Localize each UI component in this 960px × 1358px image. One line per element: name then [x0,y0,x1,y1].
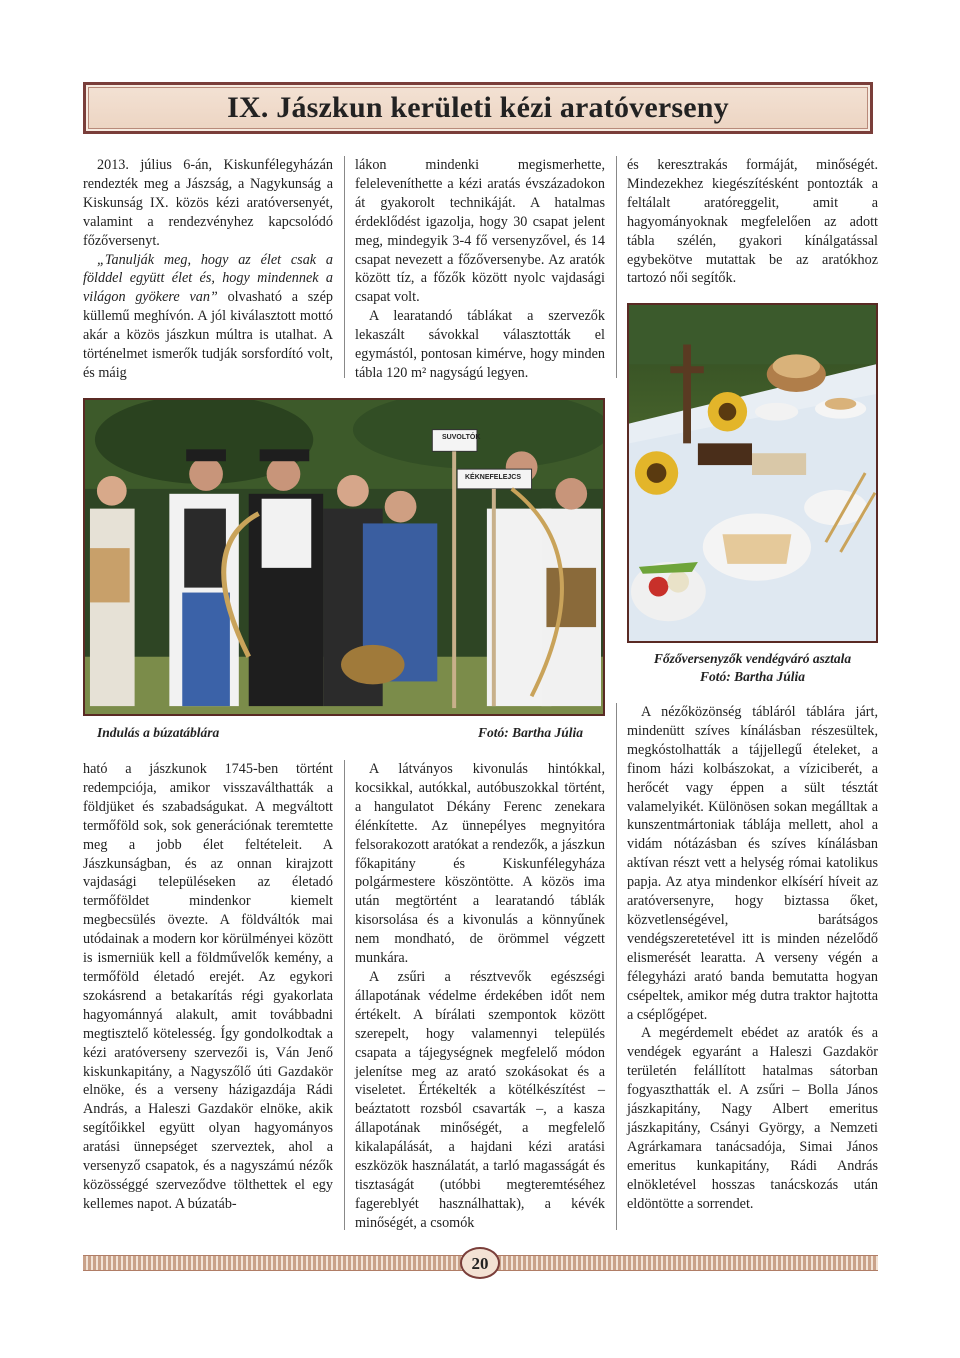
page-number: 20 [460,1247,500,1279]
column-divider [616,703,617,1230]
column-3-bottom [627,703,878,1213]
quote: „Tanulják meg, hogy az élet csak a földdel együtt élet és, hogy mindennek a világon gyökere van” [83,251,333,306]
page-title: IX. Jászkun kerületi kézi aratóverseny [227,91,729,124]
photo-credit: Fotó: Bartha Júlia [478,725,584,740]
photo-food-table [627,303,878,643]
sign-text: KÉKNEFELEJCS [465,474,522,481]
photo-caption-left: Indulás a búzatáblára [97,725,220,740]
paragraph: 2013. július 6-án, Kiskunfélegyházán rendezték meg a Jászság, a Nagykunság a Kiskunság IX. közös kézi aratóversenyét, valamint a rendezvényhez kapcsolódó főzőversenyt. [83,157,333,249]
photo-credit: Fotó: Bartha Júlia [699,669,806,684]
paragraph: A látványos kivonulás hintókkal, kocsikkal, autókkal, autóbuszokkal történt, a hangulatot Dékány Ferenc zenekara élénkítette. Az ünnepélyes megnyitóra felsorakozott aratókat a rendezők, a jászkun főkapitány és Kiskunfélegyháza polgármestere köszöntötte. A közös ima után megtörtént a learatandó táblák kisorsolása és a kivonulás a könnyűnek nem mondható, de örömmel végzett munkára. [355,761,605,967]
column-divider [344,760,345,1230]
paragraph: A megérdemelt ebédet az aratók és a vendégek egyaránt a Haleszi Gazdakör területén felállított hatalmas sátorban fogyaszthatták el. A zsűri – Bolla János jászkapitány, Nagy Albert emeritus jászkapitány, Csányi György, a Nemzeti Agrárkamara tanácsadója, Simai János emeritus kunkapitány, Rádi András elnökletével hosszas tanácskozás után eldöntötte a sorrendet. [627,1025,878,1212]
caption-title: Főzőversenyzők vendégváró asztala [653,651,852,666]
sign-text: SUVOLTÓK [442,434,481,441]
column-divider [616,156,617,378]
photo-caption-right [627,650,878,686]
paragraph: A nézőközönség tábláról táblára járt, mindenütt szíves kínálásban részesültek, megkóstolhatták a tájjellegű ételeket, a finom házi kolbászokat, a víziciberét, a herőcét vagy éppen a sült tésztát valamelyikét. Különösen sokan megálltak a kunszentmártoniak táblája mellett, ahol a vidám nótázásban és szíves kínálásban aktívan részt vett a helység római katolikus papja. Az atya mindenkor elkísérí híveit az aratóversenyre, hogy biztassa őket, közvetlenségével, barátságos vendégszeretetével itt is minden nézelődő elismerését learatta. A verseny végén a félegyházi arató banda bemutatta hogyan csépeltek, amikor még dutra traktor hajtotta a cséplőgépet. [627,704,878,1023]
paragraph: A zsűri a résztvevők egészségi állapotának védelme érdekében időt nem értékelt. A bírálati szempontok között szerepelt, hogy valamennyi település csapata a tájegységnek megfelelő módon jelenítse meg az arató szokásokat és a viseletet. Értékelték a kötélkészítést – beáztatott rozsból csavarták –, a kasza állapotának minőségét, a megfelelő kikalapálását, a hajdani kézi aratási eszközök használatát, a tarló magasságát és tisztaságát (utóbbi megteremtéséhez fagereblyét használhattak), a kévék minőségét, a csomók [355,968,605,1231]
column-3-top [627,156,878,288]
photo-group-harvesters [83,398,605,716]
title-banner [83,82,873,134]
column-divider [344,156,345,378]
column-1-bottom [83,760,333,1214]
paragraph: és keresztrakás formáját, minőségét. Mindezekhez kiegészítésként pontozták a feltálalt aratóreggelit, amit a hagyományoknak megfelelően az adott tábla szélén, gyakori kínálgatással egybekötve mutattak be az aratókhoz tartozó női segítők. [627,157,878,287]
paragraph: A learatandó táblákat a szervezők lekaszált sávokkal választották el egymástól, pontosan kimérve, hogy minden tábla 120 m² nagyságú legyen. [355,308,605,381]
text: olvasható a szép küllemű meghívón. A jól kiválasztott mottó akár a közös jászkun múltra is utalhat. A történelmet ismerők tudják sorsfordító volt, és máig [83,289,333,381]
column-1-top [83,156,333,383]
paragraph: ható a jászkunok 1745-ben történt redempciója, amikor visszaválthatták a földjüket és szabadságukat. A megváltott termőföld sok, sok generációnak teremtette meg a jobb élet feltételeit. A Jászkunságban, és az onnan kirajzott vajdasági településeken az életadó termőföldet mindenkor kiemelt megbecsülés övezte. A földváltók mai utódainak a modern kor körülményei között is ismerniük kell a földművelők kemény, a termőföld életadó erejét. Az egykori szokásrend a betakarítás régi gyakorlata hagyománnyá alakult, amit továbbadni megtisztelő kötelesség. Így gondolkodtak a kézi aratóverseny szervezői is, Ván Jenő kiskunkapitány, a Nagyszőlő úti Gazdakör elnöke, és a verseny házigazdája Rádi András, a Haleszi Gazdakör elnöke, akik segítőikkel együtt olyan hagyományos aratási ünnepséget szerveztek, ahol a versenyző csapatok, és a nagyszámú nézők közösséggé szerveződve tölthettek el egy kellemes napot. A búzatáb- [83,761,333,1212]
column-2-bottom [355,760,605,1233]
column-2-top [355,156,605,383]
paragraph [83,251,333,383]
paragraph: lákon mindenki megismerhette, feleleveníthette a kézi aratás évszázadokon át gyakorolt technikáját. A hatalmas érdeklődést igazolja, hogy 30 csapat jelent meg, mindegyik 3-4 fő versenyzővel, és 14 csapat nevezett a főzőversenybe. Az aratók között tíz, a főzők között nyolc vajdasági csapat volt. [355,157,605,306]
